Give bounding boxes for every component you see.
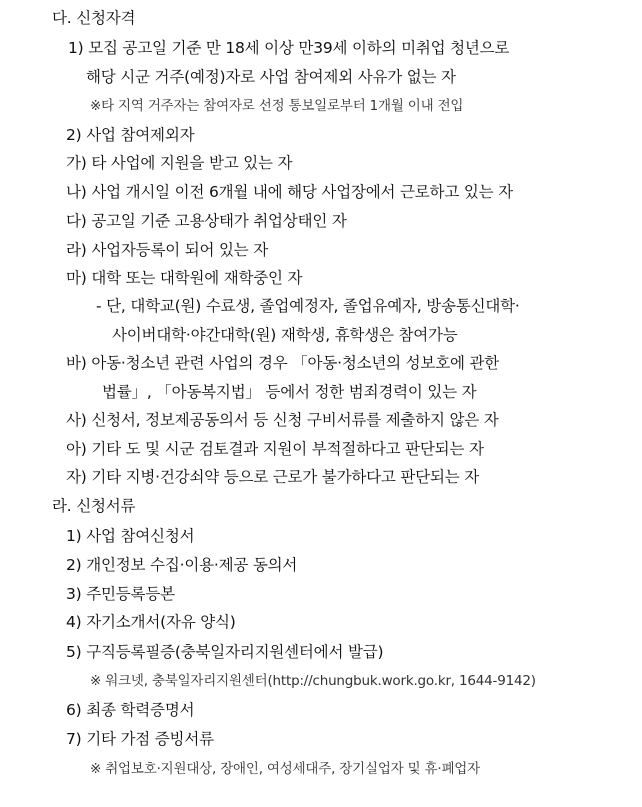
- eligibility-note: ※타 지역 거주자는 참여자로 선정 통보일로부터 1개월 이내 전입: [90, 98, 464, 114]
- document-item-5-note: ※ 워크넷, 충북일자리지원센터(http://chungbuk.work.go.kr, 1644-9142): [90, 673, 536, 689]
- section-d-heading: 라. 신청서류: [52, 497, 136, 515]
- exclusion-item-f-line-1: 바) 아동·청소년 관련 사업의 경우 「아동·청소년의 성보호에 관한: [66, 354, 500, 372]
- eligibility-item-1-line-1: 1) 모집 공고일 기준 만 18세 이상 만39세 이하의 미취업 청년으로: [68, 39, 510, 57]
- exclusion-item-a: 가) 타 사업에 지원을 받고 있는 자: [66, 154, 293, 172]
- exclusion-item-g: 사) 신청서, 정보제공동의서 등 신청 구비서류를 제출하지 않은 자: [66, 411, 499, 429]
- exclusion-item-e-sub-line-1: - 단, 대학교(원) 수료생, 졸업예정자, 졸업유예자, 방송통신대학·: [96, 297, 520, 315]
- exclusion-item-b: 나) 사업 개시일 이전 6개월 내에 해당 사업장에서 근로하고 있는 자: [66, 183, 513, 201]
- document-item-3: 3) 주민등록등본: [66, 585, 175, 603]
- section-c-heading: 다. 신청자격: [52, 9, 136, 27]
- document-item-2: 2) 개인정보 수집·이용·제공 동의서: [66, 556, 298, 574]
- document-item-1: 1) 사업 참여신청서: [66, 527, 195, 545]
- exclusion-item-e: 마) 대학 또는 대학원에 재학중인 자: [66, 269, 303, 287]
- exclusion-item-e-sub-line-2: 사이버대학·야간대학(원) 재학생, 휴학생은 참여가능: [112, 326, 458, 344]
- document-item-7: 7) 기타 가점 증빙서류: [66, 730, 214, 748]
- exclusion-item-c: 다) 공고일 기준 고용상태가 취업상태인 자: [66, 212, 347, 230]
- exclusion-item-f-line-2: 법률」, 「아동복지법」 등에서 정한 범죄경력이 있는 자: [102, 383, 477, 401]
- document-item-7-note: ※ 취업보호·지원대상, 장애인, 여성세대주, 장기실업자 및 휴·폐업자: [90, 761, 480, 777]
- document-item-5: 5) 구직등록필증(충북일자리지원센터에서 발급): [66, 643, 384, 661]
- exclusions-heading: 2) 사업 참여제외자: [66, 126, 195, 144]
- exclusion-item-d: 라) 사업자등록이 되어 있는 자: [66, 241, 269, 259]
- document-item-6: 6) 최종 학력증명서: [66, 701, 195, 719]
- document-item-4: 4) 자기소개서(자유 양식): [66, 613, 236, 631]
- exclusion-item-i: 자) 기타 지병·건강쇠약 등으로 근로가 불가하다고 판단되는 자: [66, 468, 479, 486]
- eligibility-item-1-line-2: 해당 시군 거주(예정)자로 사업 참여제외 사유가 없는 자: [86, 68, 456, 86]
- exclusion-item-h: 아) 기타 도 및 시군 검토결과 지원이 부적절하다고 판단되는 자: [66, 440, 484, 458]
